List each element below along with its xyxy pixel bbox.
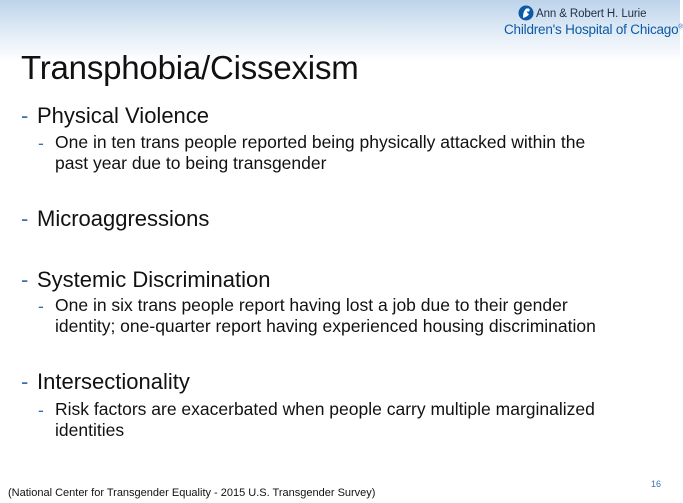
sub-bullet-line: Risk factors are exacerbated when people carry multiple marginalized — [55, 399, 595, 419]
logo-mark-icon — [518, 4, 534, 22]
sub-bullet-line: identity; one-quarter report having experienced housing discrimination — [55, 316, 596, 336]
sub-bullet-line: past year due to being transgender — [55, 153, 327, 173]
sub-bullet-line: One in six trans people report having lost a job due to their gender — [55, 295, 568, 315]
bullet-dash: - — [21, 267, 29, 292]
bullet-intersectionality: Intersectionality — [37, 369, 190, 394]
bullet-dash: - — [21, 103, 29, 128]
sub-bullet-dash: - — [38, 400, 44, 420]
slide-title: Transphobia/Cissexism — [21, 49, 359, 86]
sub-bullet-dash: - — [38, 296, 44, 316]
sub-bullet-line: identities — [55, 420, 125, 440]
bullet-systemic-discrimination: Systemic Discrimination — [37, 267, 271, 292]
logo-line-1: Ann & Robert H. Lurie — [536, 8, 647, 20]
source-citation: (National Center for Transgender Equality - 2015 U.S. Transgender Survey) — [8, 487, 376, 499]
hospital-logo — [504, 3, 683, 39]
bullet-microaggressions: Microaggressions — [37, 206, 210, 231]
registered-mark: ® — [678, 24, 683, 31]
logo-line-2 — [504, 22, 683, 37]
page-number: 16 — [651, 479, 662, 489]
sub-bullet-physical-violence — [55, 132, 585, 174]
sub-bullet-intersectionality — [55, 399, 595, 441]
bullet-dash: - — [21, 369, 29, 394]
sub-bullet-dash: - — [38, 133, 44, 153]
bullet-physical-violence: Physical Violence — [37, 103, 210, 128]
logo-line-2-text: Children's Hospital of Chicago — [504, 22, 679, 37]
bullet-dash: - — [21, 206, 29, 231]
sub-bullet-line: One in ten trans people reported being physically attacked within the — [55, 132, 586, 152]
sub-bullet-systemic-discrimination — [55, 295, 596, 337]
